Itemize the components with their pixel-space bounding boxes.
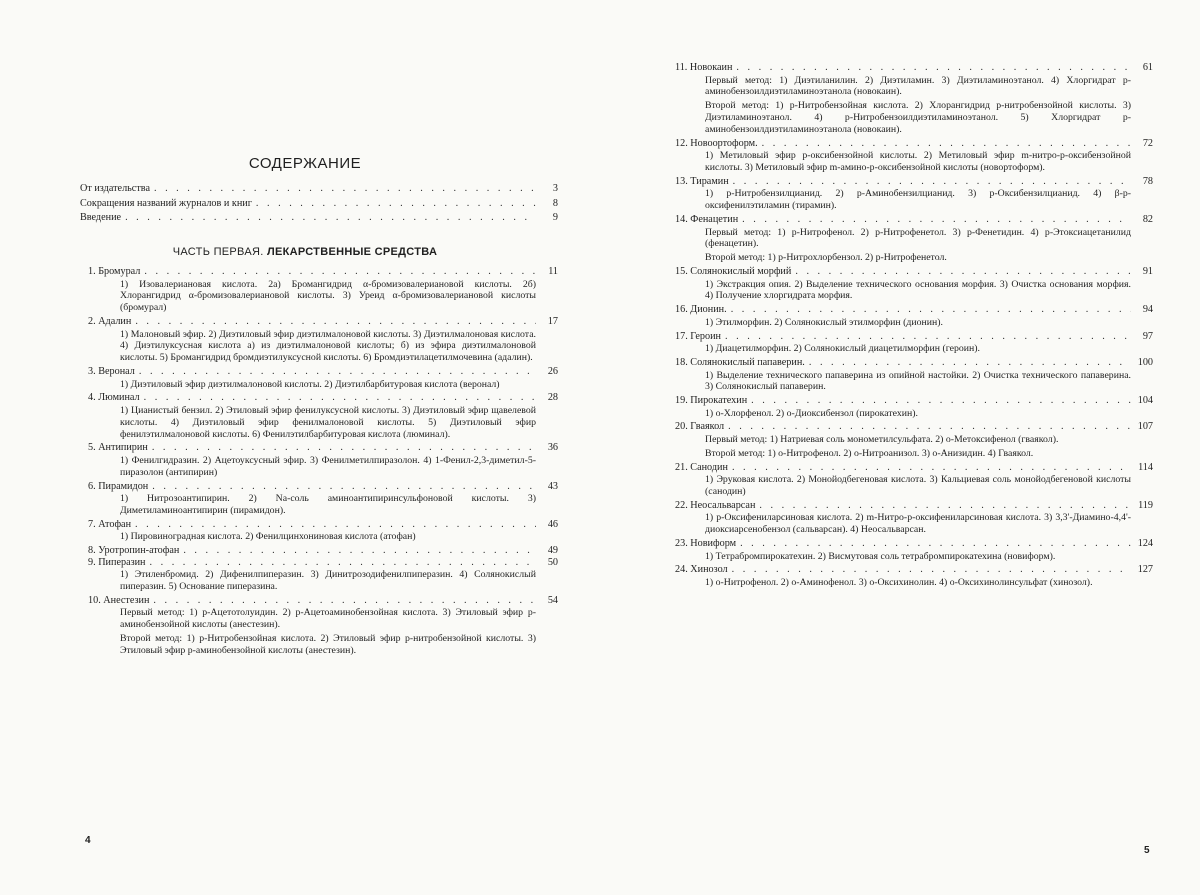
toc-entry-subtopics: 1) Этилморфин. 2) Солянокислый этилморфин (дионин).: [705, 316, 943, 328]
toc-entry-title: 3. Веронал: [88, 365, 135, 377]
toc-entry-subtopics: 1) Малоновый эфир. 2) Диэтиловый эфир диэтилмалоновой кислоты. 3) Диэтилмалоновая кислота. 4) Диэтилуксусная кислота а) из диэтилмалоновой кислоты; б) из эфира диэтилмалоновой кислоты. 5) Бромангидрид бромдиэтилуксусной кислоты. 6) Бромдиэтилацетилмочевина (адалин).: [120, 328, 536, 364]
toc-entry-title: 21. Санодин: [675, 461, 728, 473]
toc-entry-page: 11: [548, 266, 558, 277]
toc-entry-page: 72: [1142, 137, 1153, 149]
right-toc-entries: [675, 62, 1153, 591]
toc-entry-page: 17: [547, 315, 558, 327]
toc-line-left-4: [88, 442, 558, 454]
toc-line-left-6: [88, 519, 558, 531]
toc-entry-title: 7. Атофан: [88, 518, 132, 530]
toc-entry: [675, 538, 1153, 562]
toc-entry-title: 16. Дионин.: [675, 304, 727, 316]
right-page-number: 5: [1144, 845, 1150, 856]
toc-entry-title: 20. Гваякол: [675, 421, 725, 433]
toc-entry: [88, 442, 558, 478]
dot-leader: [732, 462, 1131, 474]
toc-entry-subtopics: 1) Экстракция опия. 2) Выделение технического основания морфия. 3) Очистка основания морфия. 4) Получение хлоргидрата морфия.: [705, 278, 1131, 302]
toc-line-right-11: [675, 500, 1153, 512]
toc-entry: [88, 557, 558, 593]
dot-leader: [732, 564, 1131, 576]
dot-leader: [759, 500, 1131, 512]
toc-line-right-9: [675, 421, 1153, 433]
toc-entry-subtopics: Второй метод: 1) p-Нитробензойная кислота. 2) Этиловый эфир p-нитробензойной кислоты. 3) Этиловый эфир p-аминобензойной кислоты (анестезин).: [120, 633, 536, 656]
toc-entry: [88, 481, 558, 517]
toc-entry: [675, 357, 1153, 393]
toc-line-right-12: [675, 538, 1153, 550]
toc-entry: [675, 462, 1153, 498]
toc-line-left-5: [88, 481, 558, 493]
toc-entry-page: 50: [547, 556, 558, 568]
toc-entry-title: 19. Пирокатехин: [675, 395, 748, 407]
toc-entry-subtopics: 1) Фенилгидразин. 2) Ацетоуксусный эфир. 3) Фенилметилпиразолон. 4) 1-Фенил-2,3-диметил-5-пиразолон (антипирин): [120, 454, 536, 478]
toc-entry-subtopics: 1) o-Хлорфенол. 2) o-Диоксибензол (пирокатехин).: [705, 407, 918, 419]
toc-entry-page: 94: [1142, 304, 1153, 316]
toc-entry-page: 49: [547, 545, 558, 557]
toc-entry-page: 124: [1137, 538, 1153, 550]
toc-line-left-0: [88, 266, 558, 278]
toc-entry-subtopics: 1) Пировиноградная кислота. 2) Фенилцинхониновая кислота (атофан): [120, 531, 416, 543]
toc-entry-subtopics: Первый метод: 1) p-Нитрофенол. 2) p-Нитрофенетол. 3) p-Фенетидин. 4) p-Этоксиацетанилид (фенацетин).: [705, 226, 1131, 250]
toc-entry-subtopics: Второй метод: 1) p-Нитрохлорбензол. 2) p-Нитрофенетол.: [705, 252, 947, 264]
toc-entry: [675, 138, 1153, 174]
toc-entry-subtopics: 1) Выделение технического папаверина из опийной настойки. 2) Очистка технического папаверина. 3) Солянокислый папаверин.: [705, 369, 1131, 393]
toc-line-front-1: [80, 198, 558, 210]
toc-entry: [675, 421, 1153, 459]
toc-entry: [675, 500, 1153, 536]
toc-entry-subtopics: 1) Изовалериановая кислота. 2а) Бромангидрид α-бромизовалериановой кислоты. 2б) Хлорангидрид α-бромизовалериановой кислоты. 3) Уреид α-бромизовалериановой кислоты (бромурал): [120, 278, 536, 314]
toc-entry-subtopics: 1) Эруковая кислота. 2) Монойодбегеновая кислота. 3) Кальциевая соль монойодбегеновой кислоты (санодин): [705, 474, 1131, 498]
dot-leader: [809, 357, 1131, 369]
toc-entry-page: 3: [552, 183, 558, 194]
toc-entry-subtopics: 1) o-Нитрофенол. 2) o-Аминофенол. 3) o-Оксихинолин. 4) o-Оксихинолинсульфат (хинозол).: [705, 577, 1093, 589]
toc-entry-subtopics: 1) p-Нитробензилцианид. 2) p-Аминобензилцианид. 3) p-Оксибензилцианид. 4) β-p-оксифенилэтиламин (тирамин).: [705, 188, 1131, 212]
dot-leader: [139, 366, 536, 378]
dot-leader: [144, 392, 536, 404]
toc-entry-title: 17. Героин: [675, 330, 722, 342]
dot-leader: [728, 421, 1131, 433]
toc-entry: [88, 366, 558, 390]
toc-entry-subtopics: 1) Этиленбромид. 2) Дифенилпиперазин. 3) Динитрозодифенилпиперазин. 4) Солянокислый пиперазин. 5) Основание пиперазина.: [120, 569, 536, 593]
toc-entry: [88, 545, 558, 557]
toc-entry: [675, 564, 1153, 588]
toc-entry-subtopics: 1) Диацетилморфин. 2) Солянокислый диацетилморфин (героин).: [705, 343, 980, 355]
dot-leader: [731, 304, 1131, 316]
toc-entry-page: 114: [1138, 461, 1153, 473]
toc-entry-title: Введение: [80, 212, 122, 224]
dot-leader: [125, 212, 536, 224]
toc-entry: [88, 392, 558, 440]
toc-line-left-9: [88, 595, 558, 607]
toc-entry-title: 10. Анестезин: [88, 594, 150, 606]
toc-entry-title: 23. Новиформ: [675, 538, 737, 550]
toc-line-right-10: [675, 462, 1153, 474]
toc-entry-page: 119: [1138, 499, 1153, 511]
toc-entry-page: 97: [1142, 330, 1153, 342]
dot-leader: [751, 395, 1131, 407]
toc-entry-page: 100: [1137, 356, 1153, 368]
toc-line-left-8: [88, 557, 558, 569]
part-title: [80, 246, 530, 258]
toc-entry-title: 8. Уротропин-атофан: [88, 545, 180, 557]
toc-entry-title: 1. Бромурал: [88, 266, 141, 277]
toc-line-left-1: [88, 316, 558, 328]
toc-entry-subtopics: Второй метод: 1) p-Нитробензойная кислота. 2) Хлорангидрид p-нитробензойной кислоты. 3) Диэтиламиноэтанол. 4) p-Нитробензоилдиэтиламиноэтанол. 5) Хлоргидрат p-аминобензоилдиэтиламиноэтанола (новокаин).: [705, 100, 1131, 135]
toc-entry-page: 43: [547, 480, 558, 492]
toc-entry-title: Сокращения названий журналов и книг: [80, 197, 252, 209]
toc-entry-title: 5. Антипирин: [88, 442, 148, 454]
toc-entry-subtopics: Первый метод: 1) p-Ацетотолуидин. 2) p-Ацетоаминобензойная кислота. 3) Этиловый эфир p-аминобензойной кислоты (анестезин).: [120, 607, 536, 631]
toc-entry: [675, 331, 1153, 355]
toc-entry-page: 28: [547, 392, 558, 404]
toc-line-left-7: [88, 545, 558, 557]
toc-entry: [675, 266, 1153, 302]
toc-entry-title: 24. Хинозол: [675, 564, 728, 576]
toc-line-right-5: [675, 304, 1153, 316]
toc-entry-title: От издательства: [80, 183, 150, 194]
dot-leader: [183, 545, 536, 557]
left-page-number: 4: [85, 835, 91, 846]
dot-leader: [762, 138, 1131, 150]
dot-leader: [736, 62, 1131, 74]
toc-line-front-0: [80, 183, 558, 195]
toc-entry-subtopics: 1) p-Оксифениларсиновая кислота. 2) m-Нитро-p-оксифениларсиновая кислота. 3) 3,3'-Диамино-4,4'-диоксиарсенобензол (сальварсан). 4) Неосальварсан.: [705, 512, 1131, 536]
dot-leader: [742, 214, 1131, 226]
toc-line-front-2: [80, 212, 558, 224]
toc-entry-page: 91: [1142, 265, 1153, 277]
toc-entry-page: 104: [1137, 395, 1153, 407]
toc-entry-subtopics: 1) Диэтиловый эфир диэтилмалоновой кислоты. 2) Диэтилбарбитуровая кислота (веронал): [120, 378, 500, 390]
dot-leader: [135, 316, 536, 328]
toc-entry-page: 61: [1142, 62, 1153, 73]
toc-line-right-8: [675, 395, 1153, 407]
dot-leader: [135, 519, 536, 531]
toc-entry-title: 12. Новоортоформ.: [675, 137, 758, 149]
toc-entry-title: 18. Солянокислый папаверин.: [675, 356, 805, 368]
dot-leader: [733, 176, 1131, 188]
toc-entry: [88, 316, 558, 364]
toc-entry-page: 78: [1142, 175, 1153, 187]
toc-line-left-3: [88, 392, 558, 404]
dot-leader: [152, 481, 536, 493]
toc-entry-subtopics: Первый метод: 1) Натриевая соль монометилсульфата. 2) o-Метоксифенол (гваякол).: [705, 434, 1059, 446]
front-matter-list: [80, 183, 558, 227]
toc-entry-page: 26: [547, 365, 558, 377]
toc-entry-title: 6. Пирамидон: [88, 480, 149, 492]
dot-leader: [256, 198, 536, 210]
part-prefix: ЧАСТЬ ПЕРВАЯ.: [172, 246, 264, 258]
toc-entry-page: 9: [552, 212, 558, 224]
toc-entry: [675, 176, 1153, 212]
toc-entry-title: 4. Люминал: [88, 392, 140, 404]
toc-entry-subtopics: 1) Метиловый эфир p-оксибензойной кислоты. 2) Метиловый эфир m-нитро-p-оксибензойной кислоты. 3) Метиловый эфир m-амино-p-оксибензойной кислоты (новортоформ).: [705, 150, 1131, 173]
dot-leader: [150, 557, 536, 569]
toc-entry-title: 22. Неосальварсан: [675, 499, 756, 511]
toc-title: СОДЕРЖАНИЕ: [248, 155, 362, 172]
dot-leader: [144, 266, 536, 278]
toc-line-right-4: [675, 266, 1153, 278]
toc-entry-subtopics: 1) Тетрабромпирокатехин. 2) Висмутовая соль тетрабромпирокатехина (новиформ).: [705, 550, 1056, 562]
toc-entry: [675, 395, 1153, 419]
toc-entry-page: 54: [547, 594, 558, 606]
dot-leader: [154, 183, 536, 195]
toc-entry: [88, 595, 558, 657]
toc-entry-title: 13. Тирамин: [675, 175, 729, 187]
part-name: ЛЕКАРСТВЕННЫЕ СРЕДСТВА: [266, 246, 438, 258]
toc-entry: [675, 214, 1153, 264]
toc-entry-subtopics: Второй метод: 1) o-Нитрофенол. 2) o-Нитроанизол. 3) o-Анизидин. 4) Гваякол.: [705, 447, 1034, 459]
dot-leader: [153, 595, 536, 607]
toc-line-left-2: [88, 366, 558, 378]
toc-entry: [675, 304, 1153, 328]
dot-leader: [740, 538, 1131, 550]
toc-entry-title: 15. Солянокислый морфий: [675, 265, 792, 277]
left-toc-entries: [88, 266, 558, 659]
toc-line-right-7: [675, 357, 1153, 369]
toc-entry: [675, 62, 1153, 136]
toc-entry-page: 107: [1137, 421, 1153, 433]
toc-entry-title: 11. Новокаин: [675, 62, 733, 73]
toc-entry: [88, 266, 558, 314]
toc-entry-page: 127: [1137, 564, 1153, 576]
toc-entry-page: 82: [1142, 213, 1153, 225]
dot-leader: [725, 331, 1131, 343]
toc-entry-page: 36: [547, 442, 558, 454]
dot-leader: [152, 442, 536, 454]
toc-entry-page: 8: [552, 197, 558, 209]
toc-entry-page: 46: [547, 518, 558, 530]
toc-line-right-0: [675, 62, 1153, 74]
toc-entry-title: 2. Адалин: [88, 315, 132, 327]
toc-line-right-2: [675, 176, 1153, 188]
toc-line-right-1: [675, 138, 1153, 150]
toc-line-right-13: [675, 564, 1153, 576]
toc-entry-title: 14. Фенацетин: [675, 213, 739, 225]
toc-entry-subtopics: Первый метод: 1) Диэтиланилин. 2) Диэтиламин. 3) Диэтиламиноэтанол. 4) Хлоргидрат p-аминобензоилдиэтиламиноэтанола (новокаин).: [705, 74, 1131, 98]
toc-entry-subtopics: 1) Нитрозоантипирин. 2) Na-соль аминоантипиринсульфоновой кислоты. 3) Диметиламиноантипирин (пирамидон).: [120, 493, 536, 516]
toc-line-right-6: [675, 331, 1153, 343]
toc-line-right-3: [675, 214, 1153, 226]
toc-entry-title: 9. Пиперазин: [88, 556, 146, 568]
toc-entry-subtopics: 1) Цианистый бензил. 2) Этиловый эфир фенилуксусной кислоты. 3) Диэтиловый эфир щавелевой кислоты. 4) Диэтиловый эфир фенилмалоновой кислоты. 5) Диэтиловый эфир фенилэтилмалоновой кислоты. 6) Фенилэтилбарбитуровая кислота (люминал).: [120, 404, 536, 440]
dot-leader: [795, 266, 1131, 278]
toc-entry: [88, 519, 558, 543]
